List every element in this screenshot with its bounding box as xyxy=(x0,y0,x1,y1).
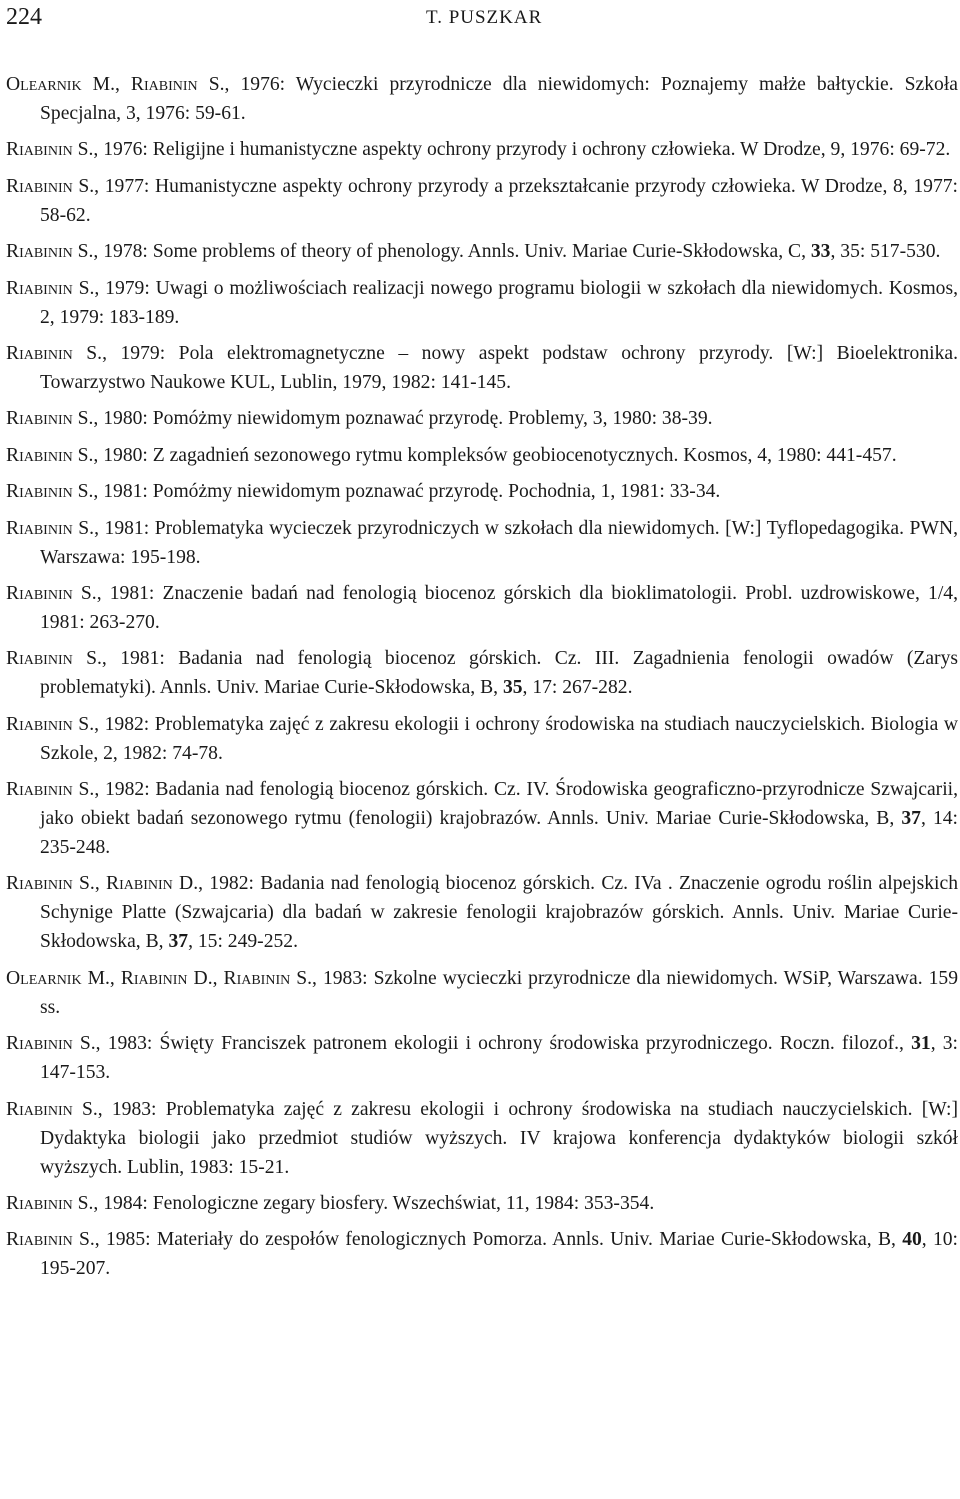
reference-pages: , 15: 249-252. xyxy=(188,931,298,953)
reference-entry xyxy=(6,404,958,433)
reference-details: , 1981: Znaczenie badań nad fenologią biocenoz górskich dla bioklimatologii. Probl. uzdrowiskowe, 1/4, 1981: 263-270. xyxy=(40,582,958,633)
reference-authors: Riabinin S. xyxy=(6,1098,98,1120)
reference-volume: 40 xyxy=(902,1229,922,1251)
reference-details: , 1981: Pomóżmy niewidomym poznawać przyrodę. Pochodnia, 1, 1981: 33-34. xyxy=(93,481,721,503)
reference-authors: Riabinin S. xyxy=(6,1033,96,1055)
reference-authors: Riabinin S. xyxy=(6,582,97,604)
reference-authors: Riabinin S. xyxy=(6,517,95,539)
reference-details: , 1982: Badania nad fenologią biocenoz górskich. Cz. IV. Środowiska geograficzno-przyrodnicze Szwajcarii, jako obiekt badań sezonowego rytmu (fenologii) krajobrazów. Annls. Univ. Mariae Curie-Skłodowska, B, xyxy=(40,779,958,830)
reference-authors: Riabinin S. xyxy=(6,277,95,299)
reference-authors: Riabinin S. xyxy=(6,444,94,466)
reference-authors: Riabinin S. xyxy=(6,175,95,197)
reference-entry xyxy=(6,237,958,266)
reference-entry xyxy=(6,869,958,956)
reference-list xyxy=(6,70,958,1291)
reference-entry xyxy=(6,339,958,397)
reference-details: , 1976: Wycieczki przyrodnicze dla niewidomych: Poznajemy małże bałtyckie. Szkoła Specjalna, 3, 1976: 59-61. xyxy=(40,74,958,124)
reference-details: , 1984: Fenologiczne zegary biosfery. Wszechświat, 11, 1984: 353-354. xyxy=(93,1193,655,1215)
reference-volume: 37 xyxy=(168,931,189,953)
reference-volume: 33 xyxy=(810,241,831,263)
reference-details: , 1983: Święty Franciszek patronem ekologii i ochrony środowiska przyrodniczego. Roczn. filozof., xyxy=(95,1033,912,1055)
reference-pages: , 3: 147-153. xyxy=(40,1033,958,1084)
reference-details: , 1980: Z zagadnień sezonowego rytmu kompleksów geobiocenotycznych. Kosmos, 4, 1980: 441-457. xyxy=(93,444,897,466)
reference-volume: 37 xyxy=(901,808,921,830)
reference-entry xyxy=(6,964,958,1022)
reference-entry xyxy=(6,514,958,572)
running-head: T. PUSZKAR xyxy=(426,7,543,28)
reference-authors: Riabinin S. xyxy=(6,139,94,161)
reference-details: , 1985: Materiały do zespołów fenologicznych Pomorza. Annls. Univ. Mariae Curie-Skłodowska, B, xyxy=(94,1229,903,1251)
reference-details: , 1978: Some problems of theory of phenology. Annls. Univ. Mariae Curie-Skłodowska, C, xyxy=(93,241,811,263)
reference-pages: , 14: 235-248. xyxy=(40,808,958,859)
reference-entry xyxy=(6,135,958,164)
reference-entry xyxy=(6,1189,958,1218)
reference-authors: Riabinin S. xyxy=(6,342,103,364)
reference-authors: Riabinin S. xyxy=(6,1193,94,1215)
reference-authors: Riabinin S. xyxy=(6,779,95,801)
reference-authors: Riabinin S. xyxy=(6,1229,95,1251)
reference-authors: Riabinin S. xyxy=(6,713,95,735)
reference-details: , 1983: Problematyka zajęć z zakresu ekologii i ochrony środowiska na studiach nauczycielskich. [W:] Dydaktyka biologii jako przedmiot studiów wyższych. IV krajowa konferencja dydaktyków biologii szkół wyższych. Lublin, 1983: 15-21. xyxy=(40,1098,958,1178)
reference-authors: Olearnik M., Riabinin S. xyxy=(6,74,225,95)
page-number: 224 xyxy=(6,4,42,30)
page-header xyxy=(0,0,960,44)
reference-details: , 1982: Problematyka zajęć z zakresu ekologii i ochrony środowiska na studiach nauczycielskich. Biologia w Szkole, 2, 1982: 74-78. xyxy=(40,713,958,764)
reference-details: , 1979: Uwagi o możliwościach realizacji nowego programu biologii w szkołach dla niewidomych. Kosmos, 2, 1979: 183-189. xyxy=(40,277,959,328)
reference-authors: Riabinin S. xyxy=(6,241,94,263)
reference-details: , 1982: Badania nad fenologią biocenoz górskich. Cz. IVa . Znaczenie ogrodu roślin alpejskich Schynige Platte (Szwajcaria) dla badań w zakresie fenologii krajobrazów górskich. Annls. Univ. Mariae Curie-Skłodowska, B, xyxy=(40,873,958,953)
reference-entry xyxy=(6,172,958,230)
reference-authors: Riabinin S., Riabinin D. xyxy=(6,873,199,895)
reference-details: , 1981: Badania nad fenologią biocenoz górskich. Cz. III. Zagadnienia fenologii owadów (Zarys problematyki). Annls. Univ. Mariae Curie-Skłodowska, B, xyxy=(40,648,958,699)
reference-authors: Riabinin S. xyxy=(6,648,102,670)
reference-volume: 31 xyxy=(911,1033,931,1055)
reference-entry xyxy=(6,1095,958,1182)
reference-details: , 1981: Problematyka wycieczek przyrodniczych w szkołach dla niewidomych. [W:] Tyflopedagogika. PWN, Warszawa: 195-198. xyxy=(40,517,958,568)
reference-entry xyxy=(6,1029,958,1087)
reference-entry xyxy=(6,274,958,332)
reference-authors: Olearnik M., Riabinin D., Riabinin S. xyxy=(6,967,313,989)
reference-entry xyxy=(6,644,958,702)
reference-details: , 1983: Szkolne wycieczki przyrodnicze dla niewidomych. WSiP, Warszawa. 159 ss. xyxy=(40,967,958,1018)
reference-pages: , 35: 517-530. xyxy=(830,241,941,263)
reference-entry xyxy=(6,70,958,128)
reference-entry xyxy=(6,1225,958,1283)
reference-details: , 1977: Humanistyczne aspekty ochrony przyrody a przekształcanie przyrody człowieka. W Drodze, 8, 1977: 58-62. xyxy=(40,175,958,226)
reference-entry xyxy=(6,710,958,768)
reference-pages: , 17: 267-282. xyxy=(522,677,633,699)
reference-details: , 1979: Pola elektromagnetyczne – nowy aspekt podstaw ochrony przyrody. [W:] Bioelektronika. Towarzystwo Naukowe KUL, Lublin, 1979, 1982: 141-145. xyxy=(40,342,958,393)
reference-volume: 35 xyxy=(502,677,523,699)
reference-authors: Riabinin S. xyxy=(6,408,94,430)
reference-pages: , 10: 195-207. xyxy=(40,1229,958,1280)
reference-entry xyxy=(6,477,958,506)
reference-entry xyxy=(6,775,958,862)
reference-details: , 1980: Pomóżmy niewidomym poznawać przyrodę. Problemy, 3, 1980: 38-39. xyxy=(93,408,713,430)
reference-details: , 1976: Religijne i humanistyczne aspekty ochrony przyrody i ochrony człowieka. W Drodze, 9, 1976: 69-72. xyxy=(93,139,951,161)
reference-entry xyxy=(6,579,958,637)
reference-authors: Riabinin S. xyxy=(6,481,94,503)
reference-entry xyxy=(6,441,958,470)
